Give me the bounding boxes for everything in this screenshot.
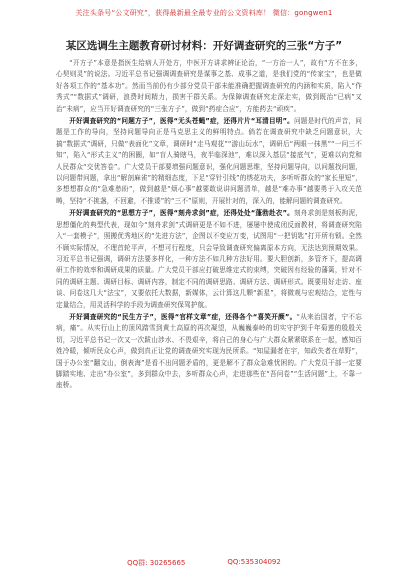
document-body (56, 58, 362, 393)
document-title: 某区选调生主题教育研讨材料：开好调查研究的三张“方子” (65, 40, 343, 52)
paragraph-text: 刻舟求剑是刻板拘泥，思想僵化的典型代表，现如今“刻舟求剑”式调研更是不如不进，屡屡中使成闭反面教材，将调查研究陷入“一套模子”，照搬优秀地区的“先进方法”，企图以不变应万变，试图用“一把钥匙”打开所有锁。全然不顾实际情况，不理首轮平声，不想可行程度，只会导致调查研究偏离原本方向，无法达到预期效果。习近平总书记强调，调研方法要多样化，一种方法不如几种方法好用。要大胆创新，多管齐下，提高调研工作的效率和调研成果的质量。广大党员干部应打破思维定式的束缚，突破因有经验的藩篱，针对不同的调研主题、调研目标、调研内容，制定不同的调研思路、调研方法、调研形式。既要用好走访、座谈、问卷这几大“法宝”，又要依托大数据，新媒体，云计算这几颗“新星”，将微观与宏观结合，定性与定量结合，用灵活科学的手段为调查研究保驾护航。 (56, 209, 363, 309)
paragraph (56, 116, 362, 207)
footer (0, 558, 408, 568)
promo-banner: 关注头条号“公文研究”，获得最新最全最专业的公文资料库！ 微信：gongwen1 (75, 9, 333, 17)
paragraph (56, 312, 362, 392)
paragraph (56, 208, 362, 311)
paragraph (56, 58, 362, 115)
paragraph-lead: 开好调查研究的“问题方子”，医得“无头苍蝇”症，还得片片“耳清目明”。 (69, 117, 294, 126)
paragraph-text: 问题是时代的声音，问题是工作的导向，坚持问题导向正是马克思主义的鲜明特点。倘若在调查研究中缺乏问题意识，大搞“数据式”调研，只做“表面化”文章，调研时“走马观花”“游山玩水”，调研后“两眼一抹黑”“一问三不知”，陷入“形式主义”的困圈，如“盲人骑瞎马，夜半临深池”，难以深入基层“接底气”，更难以向党和人民群众“交优答卷”。广大党员干部要增强问题意识，强化问题思维，坚持问题导向，以问题找问题，以问题带问题，拿出“解剖麻雀”的精细态度，下足“穿针引线”的绣花功夫，多听听群众的“家长里短”，多想想群众的“急难愁盼”，做到越是“烦心事”越要敢说讲问题清单，越是“难办事”越要勇于入攻关范畴，坚持“不挑盏，不回避，不推诿”的“三不”原则，开展针对的，深入的，能解问题的调查研究。 (56, 117, 363, 205)
paragraph-text: “开方子”本意是指医生给病人开处方，中医开方讲求辨证论治，“一方治一人”，故有“方不在多，心契则灵”的说法。习近平总书记强调调查研究是谋事之基、成事之道，是我们党的“传家宝”，也是做好各项工作的“基本功”。然而当前仍有少部分党员干部未能准确把握调查研究的内涵和实质，陷入“作秀式”“数据式”调研，浪费时间精力，损害干群关系。为保障调查研究走深走实，做到既治“已病”又治“未病”，应当开好调查研究的“三张方子”，做到“药症合应”，方能药去“顽疾”。 (56, 59, 362, 113)
footer-qq-group: QQ群: 30265665 (127, 559, 186, 567)
paragraph-lead: 开好调查研究的“思想方子”，医得“刻舟求剑”症，还得处处“蓬勃赴衣”。 (69, 209, 294, 218)
paragraph-text: “从来治国者，宁不忘病，痛”。从实行山上的顶风踏雪到黄土高原的再次凝望，从巍巍泰岭的切实守护到千年菊莲的殷殷关切，习近平总书记一次又一次跋山涉水、不畏艰辛，将自己的身心与广大群众紧紧联系在一起，感知百姓冷暖，倾听民众心声，做到真正让党的调查研究实现为民所系。“知屋漏者在宇，知政失者在草野”，国于办公室“翻文山，倒表海”是看不出问题矛盾的，更是解不了群众急难忧困的。广大党员干部一定要脚踏实地、走出“办公室”，多到群众中去，多听群众心声，走进那些在“吾问卷”“生活问题”上，不靠一座桥。 (56, 312, 363, 390)
footer-qq: QQ:535304092 (227, 558, 281, 566)
paragraph-lead: 开好调查研究的“民生方子”，医得“官样文章”症，还得各个“喜笑开颜”。 (69, 312, 297, 321)
